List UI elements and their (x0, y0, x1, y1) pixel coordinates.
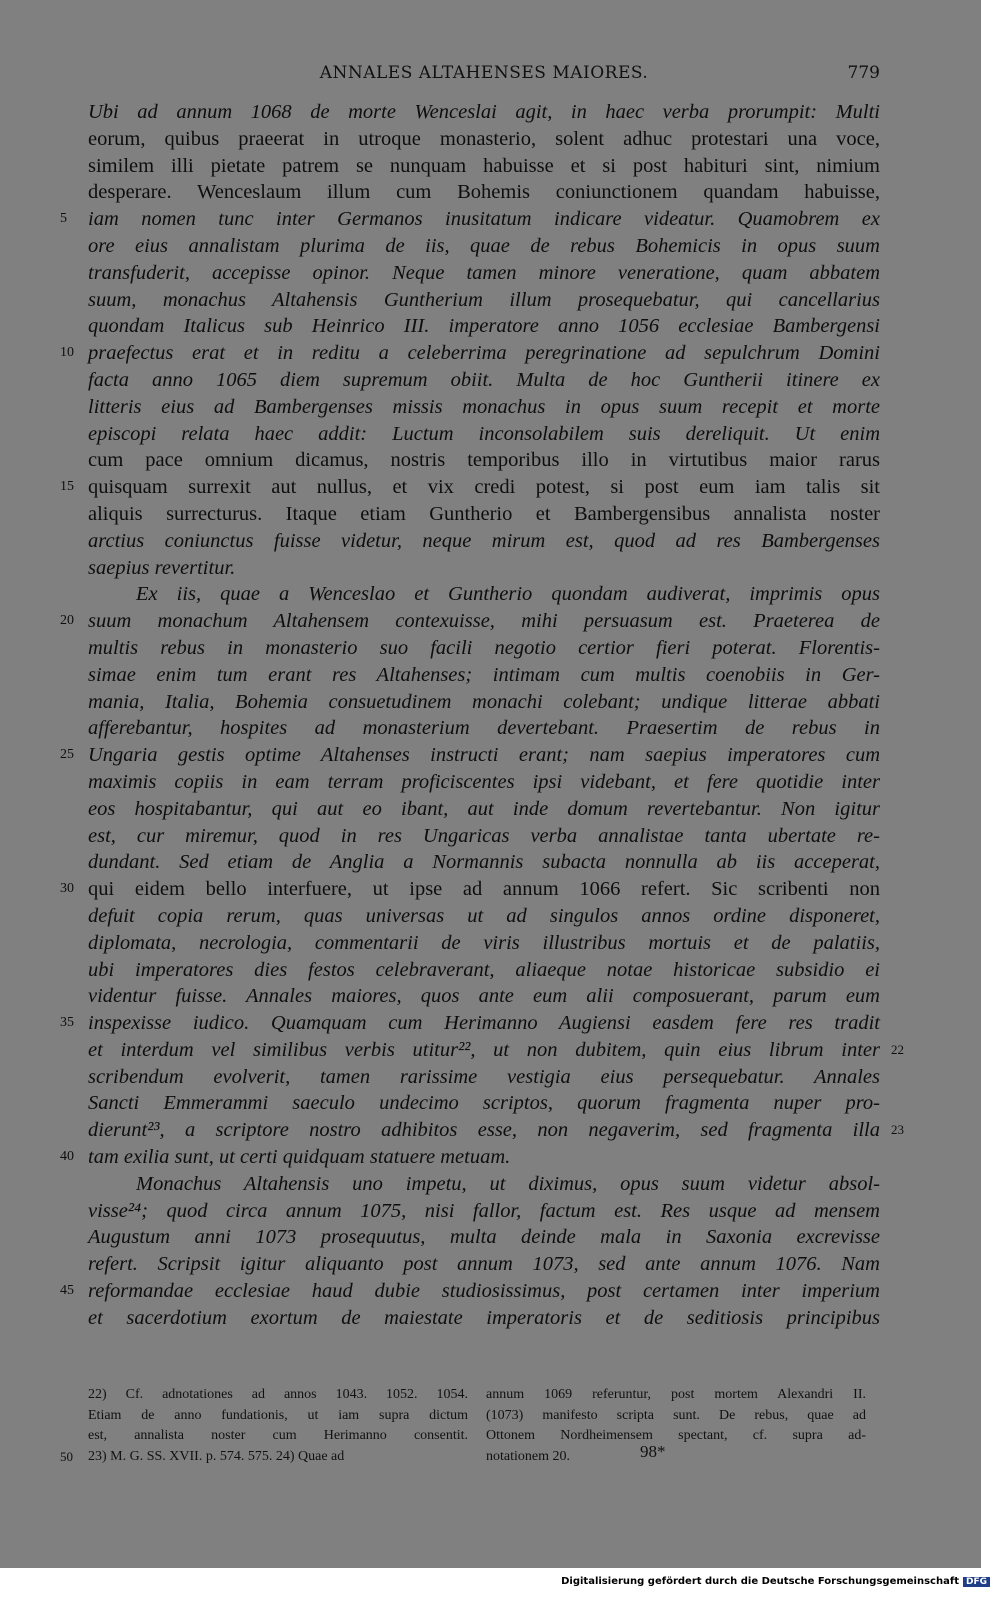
text-line (60, 1010, 880, 1037)
line-text: Ex iis, quae a Wenceslao et Guntherio quondam audiverat, imprimis opus (136, 583, 880, 606)
line-text: scribendum evolverit, tamen rarissime vestigia eius persequebatur. Annales (88, 1065, 880, 1088)
text-line (60, 340, 880, 367)
page-number: 779 (847, 63, 880, 83)
text-line (60, 1278, 880, 1305)
line-text: qui eidem bello interfuere, ut ipse ad annum 1066 refert. Sic scribenti non (88, 878, 880, 901)
text-line (88, 1064, 880, 1091)
text-line (88, 635, 880, 662)
line-text: facta anno 1065 diem supremum obiit. Multa de hoc Guntherii itinere ex (88, 368, 880, 391)
text-line (88, 367, 880, 394)
text-line (88, 581, 880, 608)
text-line (88, 528, 880, 555)
footnotes-right-column (486, 1385, 866, 1467)
footnote-text: Etiam de anno fundationis, ut iam supra dictum (88, 1407, 468, 1423)
footnote-text: (1073) manifesto scripta sunt. De rebus, quae ad (486, 1407, 866, 1423)
text-line (60, 206, 880, 233)
margin-note-ref: 23 (891, 1122, 904, 1138)
signature-mark: 98* (640, 1442, 666, 1461)
footnote-line (88, 1385, 468, 1406)
text-line (88, 715, 880, 742)
text-line (88, 930, 880, 957)
text-line (88, 849, 880, 876)
line-text: reformandae ecclesiae haud dubie studiosissimus, post certamen inter imperium (88, 1280, 880, 1303)
footnotes-left-column (60, 1385, 468, 1467)
header-title: ANNALES ALTAHENSES MAIORES. (319, 63, 649, 83)
text-line (88, 1224, 880, 1251)
footnote-text: annum 1069 referuntur, post mortem Alexandri II. (486, 1387, 866, 1402)
text-line (60, 474, 880, 501)
line-text: et sacerdotium exortum de maiestate imperatoris et de seditiosis principibus (88, 1306, 880, 1329)
footer-text: Digitalisierung gefördert durch die Deutsche Forschungsgemeinschaft (561, 1576, 959, 1587)
line-text: defuit copia rerum, quas universas ut ad singulos annos ordine disponeret, (88, 904, 880, 927)
text-line (88, 313, 880, 340)
line-number: 35 (60, 1015, 74, 1031)
text-line (88, 394, 880, 421)
footnote-text: notationem 20. (486, 1448, 570, 1464)
text-line (60, 608, 880, 635)
line-number: 20 (60, 613, 74, 629)
line-text: suum monachum Altahensem contexuisse, mihi persuasum est. Praeterea de (88, 610, 880, 633)
line-text: visse²⁴; quod circa annum 1075, nisi fallor, factum est. Res usque ad mensem (88, 1199, 880, 1222)
text-line (88, 769, 880, 796)
line-text: similem illi pietate patrem se nunquam habuisse et si post habituri sint, nimium (88, 154, 880, 177)
footnote-line (88, 1426, 468, 1447)
line-text: eorum, quibus praeerat in utroque monasterio, solent adhuc protestari una voce, (88, 127, 880, 150)
line-text: arctius coniunctus fuisse videtur, neque mirum est, quod ad res Bambergenses (88, 529, 880, 552)
line-text: tam exilia sunt, ut certi quidquam statuere metuam. (88, 1146, 511, 1169)
text-line (88, 99, 880, 126)
text-line (60, 876, 880, 903)
line-text: dundant. Sed etiam de Anglia a Normannis subacta nonnulla ab iis acceperat, (88, 851, 880, 874)
line-text: mania, Italia, Bohemia consuetudinem monachi colebant; undique litterae abbati (88, 690, 880, 713)
text-line (88, 1037, 904, 1064)
text-line (88, 555, 880, 582)
footnote-line (486, 1406, 866, 1427)
text-line (88, 957, 880, 984)
footnote-line (486, 1447, 866, 1468)
text-line (60, 742, 880, 769)
line-text: ubi imperatores dies festos celebraverant, aliaeque notae historicae subsidio ei (88, 958, 880, 981)
line-number: 25 (60, 747, 74, 763)
line-text: episcopi relata haec addit: Luctum inconsolabilem suis dereliquit. Ut enim (88, 422, 880, 445)
footer-credit (561, 1576, 990, 1587)
line-text: maximis copiis in eam terram proficiscentes ipsi videbant, et fere quotidie inter (88, 770, 880, 793)
footnote-line (60, 1447, 468, 1468)
line-text: suum, monachus Altahensis Guntherium illum prosequebatur, qui cancellarius (88, 288, 880, 311)
line-text: litteris eius ad Bambergenses missis monachus in opus suum recepit et morte (88, 395, 880, 418)
text-line (88, 153, 880, 180)
text-line (88, 823, 880, 850)
text-line (88, 1198, 880, 1225)
text-line (88, 796, 880, 823)
line-text: quondam Italicus sub Heinrico III. imperatore anno 1056 ecclesiae Bambergensi (88, 315, 880, 338)
line-text: aliquis surrecturus. Itaque etiam Guntherio et Bambergensibus annalista noster (88, 502, 880, 525)
line-text: afferebantur, hospites ad monasterium devertebant. Praesertim de rebus in (88, 717, 880, 740)
text-line (88, 233, 880, 260)
footnote-text: 22) Cf. adnotationes ad annos 1043. 1052. 1054. (88, 1387, 468, 1402)
line-text: cum pace omnium dicamus, nostris temporibus illo in virtutibus maior rarus (88, 449, 880, 472)
line-text: multis rebus in monasterio suo facili negotio certior fieri poterat. Florentis- (88, 636, 880, 659)
text-line (88, 903, 880, 930)
running-header (88, 63, 880, 89)
line-text: simae enim tum erant res Altahenses; intimam cum multis coenobiis in Ger- (88, 663, 880, 686)
text-line (88, 689, 880, 716)
footnote-text: 23) M. G. SS. XVII. p. 574. 575. 24) Quae ad (88, 1448, 345, 1464)
line-number: 15 (60, 479, 74, 495)
line-number: 45 (60, 1283, 74, 1299)
margin-note-ref: 22 (891, 1041, 904, 1057)
line-text: transfuderit, accepisse opinor. Neque tamen minore veneratione, quam abbatem (88, 261, 880, 284)
line-text: ore eius annalistam plurima de iis, quae de rebus Bohemicis in opus suum (88, 234, 880, 257)
text-line (60, 1144, 880, 1171)
line-text: praefectus erat et in reditu a celeberrima peregrinatione ad sepulchrum Domini (88, 342, 880, 365)
text-line (88, 1117, 904, 1144)
line-text: saepius revertitur. (88, 556, 236, 579)
footnote-text: Ottonem Nordheimensem spectant, cf. supra ad- (486, 1428, 866, 1443)
line-text: iam nomen tunc inter Germanos inusitatum indicare videatur. Quamobrem ex (88, 208, 880, 231)
text-line (88, 1090, 880, 1117)
line-text: Augustum anni 1073 prosequutus, multa deinde mala in Saxonia excrevisse (88, 1226, 880, 1249)
text-line (88, 983, 880, 1010)
line-text: Sancti Emmerammi saeculo undecimo scriptos, quorum fragmenta nuper pro- (88, 1092, 880, 1115)
line-text: et interdum vel similibus verbis utitur²², ut non dubitem, quin eius librum inter (88, 1038, 880, 1061)
text-line (88, 421, 880, 448)
line-text: inspexisse iudico. Quamquam cum Herimanno Augiensi easdem fere res tradit (88, 1012, 880, 1035)
line-text: est, cur miremur, quod in res Ungaricas verba annalistae tanta ubertate re- (88, 824, 880, 847)
line-number: 50 (60, 1448, 73, 1464)
line-text: Ubi ad annum 1068 de morte Wenceslai agit, in haec verba prorumpit: Multi (88, 101, 880, 123)
line-text: Monachus Altahensis uno impetu, ut diximus, opus suum videtur absol- (136, 1172, 880, 1195)
text-line (88, 447, 880, 474)
text-line (88, 179, 880, 206)
line-number: 40 (60, 1149, 74, 1165)
main-text (60, 99, 904, 1332)
footnote-text: est, annalista noster cum Herimanno consentit. (88, 1428, 468, 1443)
line-text: quisquam surrexit aut nullus, et vix credi potest, si post eum iam talis sit (88, 476, 880, 499)
text-line (88, 662, 880, 689)
dfg-logo: DFG (963, 1577, 990, 1587)
line-number: 30 (60, 881, 74, 897)
text-line (88, 287, 880, 314)
line-text: refert. Scripsit igitur aliquanto post annum 1073, sed ante annum 1076. Nam (88, 1253, 880, 1276)
line-number: 5 (60, 211, 67, 227)
line-text: dierunt²³, a scriptore nostro adhibitos esse, non negaverim, sed fragmenta illa (88, 1119, 880, 1142)
text-line (88, 1251, 880, 1278)
footnote-line (486, 1426, 866, 1447)
footnote-line (486, 1385, 866, 1406)
text-line (88, 501, 880, 528)
line-text: Ungaria gestis optime Altahenses instructi erant; nam saepius imperatores cum (88, 744, 880, 767)
line-text: videntur fuisse. Annales maiores, quos ante eum alii composuerant, parum eum (88, 985, 880, 1008)
text-line (88, 1305, 880, 1332)
line-text: eos hospitabantur, qui aut eo ibant, aut inde domum revertebantur. Non igitur (88, 797, 880, 820)
footnote-line (88, 1406, 468, 1427)
text-line (88, 126, 880, 153)
line-text: desperare. Wenceslaum illum cum Bohemis coniunctionem quandam habuisse, (88, 181, 880, 204)
text-line (88, 1171, 880, 1198)
text-line (88, 260, 880, 287)
line-text: diplomata, necrologia, commentarii de viris illustribus mortuis et de palatiis, (88, 931, 880, 954)
line-number: 10 (60, 345, 74, 361)
